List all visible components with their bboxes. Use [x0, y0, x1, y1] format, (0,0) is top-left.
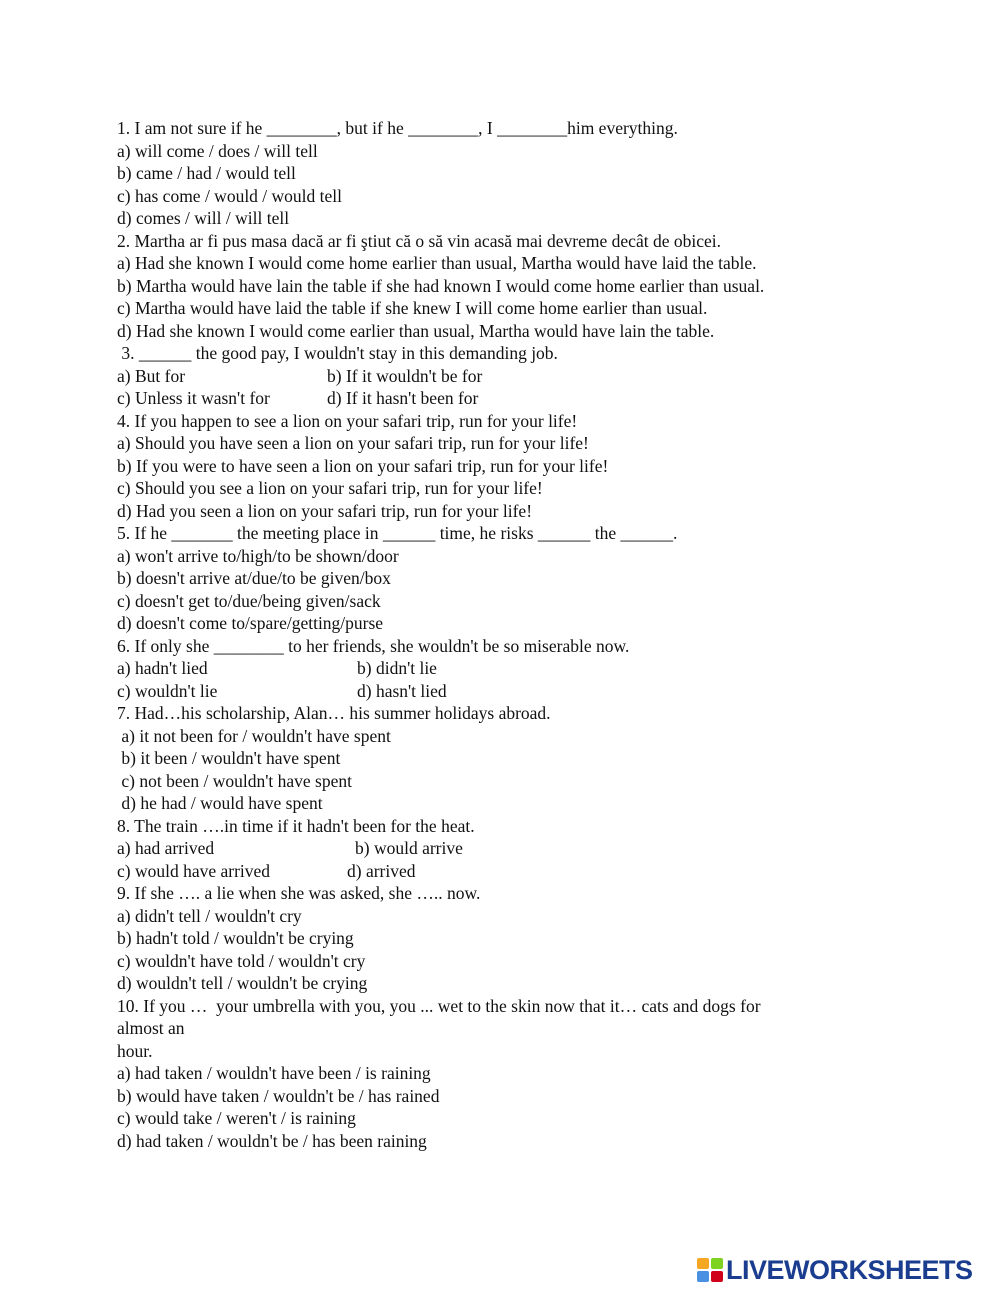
question-1-option-b: b) came / had / would tell	[117, 163, 296, 183]
question-10-option-b: b) would have taken / wouldn't be / has rained	[117, 1085, 440, 1106]
question-9-option-a: a) didn't tell / wouldn't cry	[117, 905, 302, 926]
question-8-option-d: d) arrived	[347, 860, 416, 881]
question-10-prompt-line-2: almost an	[117, 1018, 185, 1038]
logo-square-4	[711, 1271, 723, 1282]
question-1-option-d: d) comes / will / will tell	[117, 208, 290, 228]
question-3-options-row-1	[117, 365, 857, 388]
question-2-option-b: b) Martha would have lain the table if she had known I would come home earlier than usual.	[117, 275, 765, 296]
question-9-option-d: d) wouldn't tell / wouldn't be crying	[117, 973, 368, 993]
logo-square-2	[711, 1258, 723, 1269]
question-4-option-d: d) Had you seen a lion on your safari trip, run for your life!	[117, 500, 533, 521]
question-5-option-a: a) won't arrive to/high/to be shown/door	[117, 545, 399, 566]
liveworksheets-brand	[697, 1255, 973, 1285]
worksheet-content	[117, 117, 857, 1152]
question-2-option-d: d) Had she known I would come earlier than usual, Martha would have lain the table.	[117, 320, 715, 341]
question-5-option-d: d) doesn't come to/spare/getting/purse	[117, 613, 384, 633]
question-3-options-row-2	[117, 387, 857, 410]
question-3-prompt: 3. ______ the good pay, I wouldn't stay in this demanding job.	[117, 343, 558, 363]
question-8-prompt: 8. The train ….in time if it hadn't been for the heat.	[117, 815, 475, 836]
question-5-option-c: c) doesn't get to/due/being given/sack	[117, 590, 381, 611]
question-2-prompt: 2. Martha ar fi pus masa dacă ar fi ştiut că o să vin acasă mai devreme decât de obicei.	[117, 230, 721, 251]
question-10-prompt-line-1: 10. If you … your umbrella with you, you ... wet to the skin now that it… cats and dogs for	[117, 995, 761, 1016]
question-7-prompt: 7. Had…his scholarship, Alan… his summer holidays abroad.	[117, 703, 551, 723]
question-10-prompt-line-3: hour.	[117, 1040, 153, 1061]
question-8-options-row-2	[117, 860, 857, 883]
question-3-option-b: b) If it wouldn't be for	[327, 365, 483, 386]
question-10-option-d: d) had taken / wouldn't be / has been raining	[117, 1130, 427, 1151]
question-6-option-a: a) hadn't lied	[117, 658, 208, 678]
question-2-option-a: a) Had she known I would come home earlier than usual, Martha would have laid the table.	[117, 253, 757, 273]
brand-name: LIVEWORKSHEETS	[726, 1254, 973, 1285]
question-4-option-b: b) If you were to have seen a lion on your safari trip, run for your life!	[117, 455, 609, 476]
question-2-option-c: c) Martha would have laid the table if she knew I will come home earlier than usual.	[117, 298, 708, 318]
question-3-option-a: a) But for	[117, 365, 186, 386]
question-8-options-row-1	[117, 837, 857, 860]
question-6-options-row-1	[117, 657, 857, 680]
question-3-option-c: c) Unless it wasn't for	[117, 388, 270, 408]
question-8-option-b: b) would arrive	[355, 838, 463, 858]
question-9-prompt: 9. If she …. a lie when she was asked, she ….. now.	[117, 883, 481, 903]
question-1-option-c: c) has come / would / would tell	[117, 185, 343, 206]
question-4-option-c: c) Should you see a lion on your safari trip, run for your life!	[117, 478, 543, 498]
question-3-option-d: d) If it hasn't been for	[327, 388, 479, 408]
question-6-option-b: b) didn't lie	[357, 658, 437, 678]
question-7-option-b: b) it been / wouldn't have spent	[117, 748, 341, 768]
question-9-option-b: b) hadn't told / wouldn't be crying	[117, 928, 354, 948]
question-10-option-c: c) would take / weren't / is raining	[117, 1108, 356, 1128]
question-1-prompt: 1. I am not sure if he ________, but if he ________, I ________him everything.	[117, 118, 678, 138]
question-5-option-b: b) doesn't arrive at/due/to be given/box	[117, 568, 391, 588]
question-8-option-c: c) would have arrived	[117, 860, 271, 881]
question-10-option-a: a) had taken / wouldn't have been / is raining	[117, 1063, 431, 1083]
question-6-prompt: 6. If only she ________ to her friends, she wouldn't be so miserable now.	[117, 635, 630, 656]
question-1-option-a: a) will come / does / will tell	[117, 140, 318, 161]
question-6-option-d: d) hasn't lied	[357, 680, 447, 701]
question-6-options-row-2	[117, 680, 857, 703]
logo-square-1	[697, 1258, 709, 1269]
question-7-option-d: d) he had / would have spent	[117, 793, 323, 813]
logo-square-3	[697, 1271, 709, 1282]
question-4-option-a: a) Should you have seen a lion on your safari trip, run for your life!	[117, 433, 589, 453]
liveworksheets-logo-icon	[697, 1258, 723, 1282]
question-8-option-a: a) had arrived	[117, 838, 215, 858]
question-5-prompt: 5. If he _______ the meeting place in ______ time, he risks ______ the ______.	[117, 523, 678, 543]
question-9-option-c: c) wouldn't have told / wouldn't cry	[117, 950, 366, 971]
question-7-option-c: c) not been / wouldn't have spent	[117, 770, 352, 791]
question-7-option-a: a) it not been for / wouldn't have spent	[117, 725, 391, 746]
question-6-option-c: c) wouldn't lie	[117, 680, 218, 701]
question-4-prompt: 4. If you happen to see a lion on your safari trip, run for your life!	[117, 410, 578, 431]
